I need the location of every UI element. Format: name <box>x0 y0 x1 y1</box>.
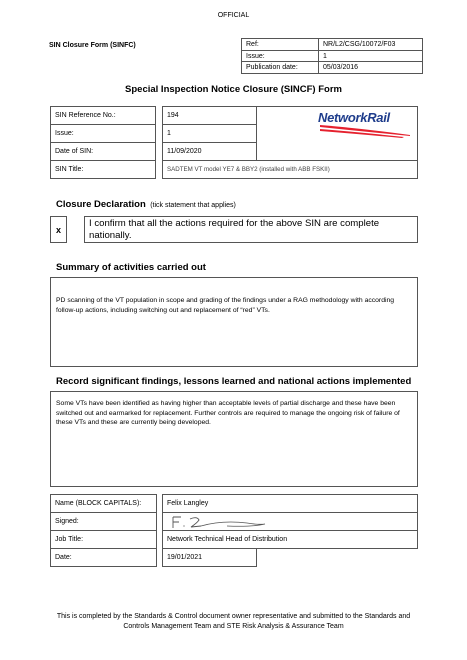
summary-text: PD scanning of the VT population in scope and grading of the findings under a RAG methodology with according follow-up actions, including switching out and replacement of “red” VTs. <box>50 277 418 367</box>
issue-label: Issue: <box>241 50 319 62</box>
sin-title-label: SIN Title: <box>50 160 156 179</box>
closure-note: (tick statement that applies) <box>150 202 236 209</box>
sin-ref-label: SIN Reference No.: <box>50 106 156 125</box>
name-value: Felix Langley <box>162 494 418 513</box>
closure-tick-box[interactable]: x <box>50 216 67 243</box>
sin-date-label: Date of SIN: <box>50 142 156 161</box>
job-title-value: Network Technical Head of Distribution <box>162 530 418 549</box>
findings-text: Some VTs have been identified as having higher than acceptable levels of partial discharge and these have been switched out and earmarked for replacement. Further controls are required to manage the ongoing risk of failure of these VTs and these are currently being developed. <box>50 391 418 487</box>
page-title: Special Inspection Notice Closure (SINCF) Form <box>125 84 342 95</box>
sin-ref-value: 194 <box>162 106 257 125</box>
sin-date-value: 11/09/2020 <box>162 142 257 161</box>
closure-heading: Closure Declaration <box>56 199 146 210</box>
name-label: Name (BLOCK CAPITALS): <box>50 494 157 513</box>
ref-value: NR/L2/CSG/10072/F03 <box>318 38 423 51</box>
sin-title-value: SADTEM VT model YE7 & BBY2 (installed with ABB FSKII) <box>162 160 418 179</box>
sin-issue-label: Issue: <box>50 124 156 143</box>
date-value: 19/01/2021 <box>162 548 257 567</box>
publication-date-value: 05/03/2016 <box>318 61 423 74</box>
closure-heading-row <box>56 194 236 212</box>
summary-heading: Summary of activities carried out <box>56 262 206 273</box>
findings-heading: Record significant findings, lessons learned and national actions implemented <box>56 376 412 387</box>
signed-label: Signed: <box>50 512 157 531</box>
sin-issue-value: 1 <box>162 124 257 143</box>
footer-note: This is completed by the Standards & Control document owner representative and submitted to the Standards and Controls Management Team and STE Risk Analysis & Assurance Team <box>56 613 411 630</box>
issue-value: 1 <box>318 50 423 62</box>
closure-statement: I confirm that all the actions required for the above SIN are complete nationally. <box>84 216 418 243</box>
ref-label: Ref: <box>241 38 319 51</box>
classification-label: OFFICIAL <box>217 12 250 19</box>
network-rail-logo <box>318 110 414 142</box>
job-title-label: Job Title: <box>50 530 157 549</box>
publication-date-label: Publication date: <box>241 61 319 74</box>
date-label: Date: <box>50 548 157 567</box>
signature-field[interactable] <box>162 512 418 531</box>
form-label: SIN Closure Form (SINFC) <box>49 42 136 49</box>
logo-wordmark: NetworkRail <box>318 110 390 125</box>
signature-icon <box>167 514 277 530</box>
logo-swoosh-icon <box>318 122 414 138</box>
